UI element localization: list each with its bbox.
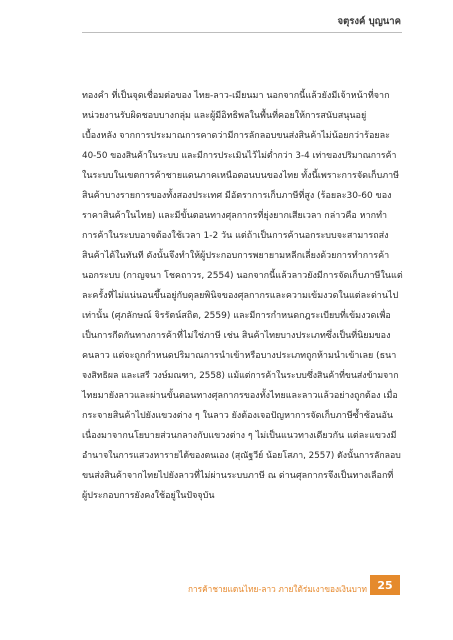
text-line: ขนส่งสินค้าจากไทยไปยังลาวที่ไม่ผ่านระบบภาษี ณ ด่านศุลกากรจึงเป็นทางเลือกที่ [82,471,394,481]
page-number: 25 [377,578,393,592]
text-line: 40-50 ของสินค้าในระบบ และมีการประเมินไว้ไม่ต่ำกว่า 3-4 เท่าของปริมาณการค้า [82,151,397,161]
text-line: หน่วยงานรับผิดชอบบางกลุ่ม และผู้มีอิทธิพลในพื้นที่คอยให้การสนับสนุนอยู่ [82,111,367,121]
text-line: อำนาจในการแสวงหารายได้ของตนเอง (สุณัฐวีย์ น้อยโสภา, 2557) ดังนั้นการลักลอบ [82,451,401,461]
text-line: นอกระบบ (กาญจนา โชคถาวร, 2554) นอกจากนี้แล้วลาวยังมีการจัดเก็บภาษีในแต่ [82,271,403,281]
body-paragraph [82,86,404,506]
text-line: ไทยมายังลาวและผ่านขั้นตอนทางศุลกากรของทั้งไทยและลาวแล้วอย่างถูกต้อง เมื่อ [82,391,398,401]
page-number-badge [370,575,400,595]
text-line: สินค้าบางรายการของทั้งสองประเทศ มีอัตราการเก็บภาษีที่สูง (ร้อยละ30-60 ของ [82,191,392,201]
text-line: เบื้องหลัง จากการประมาณการคาดว่ามีการลักลอบขนส่งสินค้าไม่น้อยกว่าร้อยละ [82,131,390,141]
text-line: จงสิทธิผล และเสรี วงษ์มณฑา, 2558) แม้แต่การค้าในระบบซึ่งสินค้าที่ขนส่งข้ามจาก [82,371,399,381]
text-line: ในระบบในเขตการค้าชายแดนภาคเหนือตอนบนของไทย ทั้งนี้เพราะการจัดเก็บภาษี [82,171,400,181]
text-line: เนื่องมาจากนโยบายส่วนกลางกับแขวงต่าง ๆ ไม่เป็นแนวทางเดียวกัน แต่ละแขวงมี [82,431,397,441]
header-divider [82,32,402,33]
text-line: ผู้ประกอบการยังคงใช้อยู่ในปัจจุบัน [82,491,215,501]
footer-caption: การค้าชายแดนไทย-ลาว ภายใต้ร่มเงาของเงินบาท [187,584,367,594]
text-line: ราคาสินค้าในไทย) และมีขั้นตอนทางศุลกากรที่ยุ่งยากเสียเวลา กล่าวคือ หากทำ [82,211,388,221]
text-line: เท่านั้น (ศุภลักษณ์ จิรรัตน์สถิต, 2559) และมีการกำหนดกฎระเบียบที่เข้มงวดเพื่อ [82,311,391,321]
text-line: ทองคำ ที่เป็นจุดเชื่อมต่อของ ไทย-ลาว-เมียนมา นอกจากนี้แล้วยังมีเจ้าหน้าที่จาก [82,91,390,101]
text-line: คนลาว แต่จะถูกกำหนดปริมาณการนำเข้าหรือบางประเภทถูกห้ามนำเข้าเลย (ธนา [82,351,397,361]
text-line: กระจายสินค้าไปยังแขวงต่าง ๆ ในลาว ยังต้องเจอปัญหาการจัดเก็บภาษีซ้ำซ้อนอัน [82,411,394,421]
running-header-author: จตุรงค์ บุญนาค [337,16,401,27]
text-line: เป็นการกีดกันทางการค้าที่ไม่ใช่ภาษี เช่น สินค้าไทยบางประเภทซึ่งเป็นที่นิยมของ [82,331,391,341]
text-line: สินค้าได้ในทันที ดังนั้นจึงทำให้ผู้ประกอบการพยายามหลีกเลี่ยงด้วยการทำการค้า [82,251,390,261]
text-line: การค้าในระบบอาจต้องใช้เวลา 1-2 วัน แต่ถ้าเป็นการค้านอกระบบจะสามารถส่ง [82,231,389,241]
text-line: ละครั้งที่ไม่แน่นอนขึ้นอยู่กับดุลยพินิจของศุลกากรและความเข้มงวดในแต่ละด่านไป [82,291,399,301]
